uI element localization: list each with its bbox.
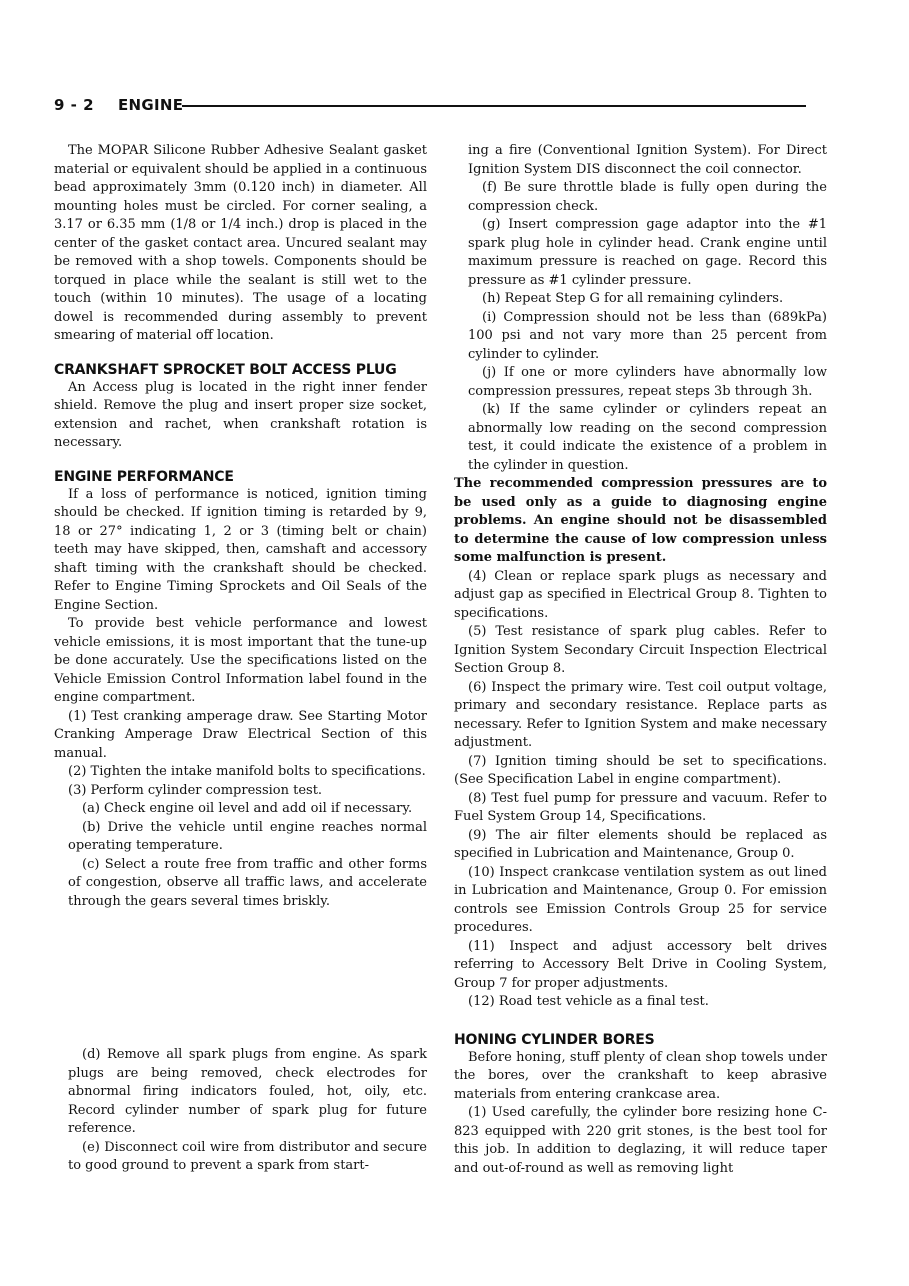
step-2: (2) Tighten the intake manifold bolts to specifications.	[68, 764, 426, 779]
step-3: (3) Perform cylinder compression test.	[68, 782, 323, 798]
step-3f: (f) Be sure throttle blade is fully open during the compression check.	[468, 180, 827, 214]
honing-paragraph-2: (1) Used carefully, the cylinder bore resizing hone C-823 equipped with 220 grit stones, is the best tool for this job. In addition to deglazing, it will reduce taper and out-of-round as well as removing light	[454, 1105, 827, 1176]
step-3d: (d) Remove all spark plugs from engine. As spark plugs are being removed, check electrodes for abnormal firing indicators fouled, hot, oily, etc. Record cylinder number of spark plug for future reference.	[68, 1047, 427, 1136]
step-3e-continued: ing a fire (Conventional Ignition System). For Direct Ignition System DIS disconnect the coil connector.	[468, 143, 827, 177]
performance-paragraph-1: If a loss of performance is noticed, ignition timing should be checked. If ignition timing is retarded by 9, 18 or 27° indicating 1, 2 or 3 (timing belt or chain) teeth may have skipped, then, camshaft and accessory shaft timing with the crankshaft should be checked. Refer to Engine Timing Sprockets and Oil Seals of the Engine Section.	[54, 486, 427, 613]
step-3j: (j) If one or more cylinders have abnormally low compression pressures, repeat steps 3b through 3h.	[468, 365, 827, 399]
step-3a: (a) Check engine oil level and add oil if necessary.	[82, 801, 413, 816]
step-10: (10) Inspect crankcase ventilation system as out lined in Lubrication and Maintenance, Group 0. For emission controls see Emission Controls Group 25 for service procedures.	[454, 864, 827, 935]
compression-warning: The recommended compression pressures are to be used only as a guide to diagnosing engine problems. An engine should not be disassembled to determine the cause of low compression unless some malfunction is present.	[454, 476, 827, 565]
step-5: (5) Test resistance of spark plug cables. Refer to Ignition System Secondary Circuit Inspection Electrical Section Group 8.	[454, 624, 827, 676]
step-3k: (k) If the same cylinder or cylinders repeat an abnormally low reading on the second compression test, it could indicate the existence of a problem in the cylinder in question.	[468, 402, 827, 473]
step-4: (4) Clean or replace spark plugs as necessary and adjust gap as specified in Electrical Group 8. Tighten to specifications.	[454, 568, 827, 621]
crankshaft-heading: CRANKSHAFT SPROCKET BOLT ACCESS PLUG	[54, 361, 397, 378]
step-8: (8) Test fuel pump for pressure and vacuum. Refer to Fuel System Group 14, Specifications.	[454, 790, 827, 824]
honing-paragraph-1: Before honing, stuff plenty of clean shop towels under the bores, over the crankshaft to keep abrasive materials from entering crankcase area.	[454, 1049, 827, 1102]
section-title: ENGINE	[118, 96, 184, 114]
step-3b: (b) Drive the vehicle until engine reaches normal operating temperature.	[68, 819, 427, 853]
performance-heading: ENGINE PERFORMANCE	[54, 468, 234, 485]
step-3c: (c) Select a route free from traffic and other forms of congestion, observe all traffic laws, and accelerate through the gears several times briskly.	[68, 856, 427, 909]
step-6: (6) Inspect the primary wire. Test coil output voltage, primary and secondary resistance. Replace parts as necessary. Refer to Ignition System and make necessary adjustment.	[454, 679, 827, 750]
left-column-bottom	[54, 1046, 427, 1176]
step-7: (7) Ignition timing should be set to specifications. (See Specification Label in engine compartment).	[454, 753, 827, 787]
sealant-paragraph: The MOPAR Silicone Rubber Adhesive Sealant gasket material or equivalent should be applied in a continuous bead approximately 3mm (0.120 inch) in diameter. All mounting holes must be circled. For corner sealing, a 3.17 or 6.35 mm (1/8 or 1/4 inch.) drop is placed in the center of the gasket contact area. Uncured sealant may be removed with a shop towels. Components should be torqued in place while the sealant is still wet to the touch (within 10 minutes). The usage of a locating dowel is recommended during assembly to prevent smearing of material off location.	[54, 143, 427, 343]
step-9: (9) The air filter elements should be replaced as specified in Lubrication and Maintenance, Group 0.	[454, 827, 827, 861]
left-column-top	[54, 142, 427, 911]
performance-paragraph-2: To provide best vehicle performance and lowest vehicle emissions, it is most important that the tune-up be done accurately. Use the specifications listed on the Vehicle Emission Control Information label found in the engine compartment.	[54, 616, 427, 705]
step-1: (1) Test cranking amperage draw. See Starting Motor Cranking Amperage Draw Electrical Section of this manual.	[54, 708, 427, 761]
crankshaft-paragraph: An Access plug is located in the right inner fender shield. Remove the plug and insert proper size socket, extension and rachet, when crankshaft rotation is necessary.	[54, 379, 427, 450]
header-rule	[182, 105, 806, 107]
step-12: (12) Road test vehicle as a final test.	[468, 994, 709, 1009]
step-11: (11) Inspect and adjust accessory belt drives referring to Accessory Belt Drive in Cooling System, Group 7 for proper adjustments.	[454, 938, 827, 991]
step-3g: (g) Insert compression gage adaptor into the #1 spark plug hole in cylinder head. Crank engine until maximum pressure is reached on gage. Record this pressure as #1 cylinder pressure.	[468, 217, 827, 288]
page-header	[54, 96, 806, 120]
step-3i: (i) Compression should not be less than (689kPa) 100 psi and not vary more than 25 percent from cylinder to cylinder.	[468, 309, 827, 362]
step-3e: (e) Disconnect coil wire from distributor and secure to good ground to prevent a spark from start-	[68, 1139, 427, 1173]
page-number: 9 - 2	[54, 96, 95, 114]
honing-heading: HONING CYLINDER BORES	[454, 1031, 655, 1048]
step-3h: (h) Repeat Step G for all remaining cylinders.	[482, 291, 784, 306]
right-column	[454, 142, 827, 1178]
